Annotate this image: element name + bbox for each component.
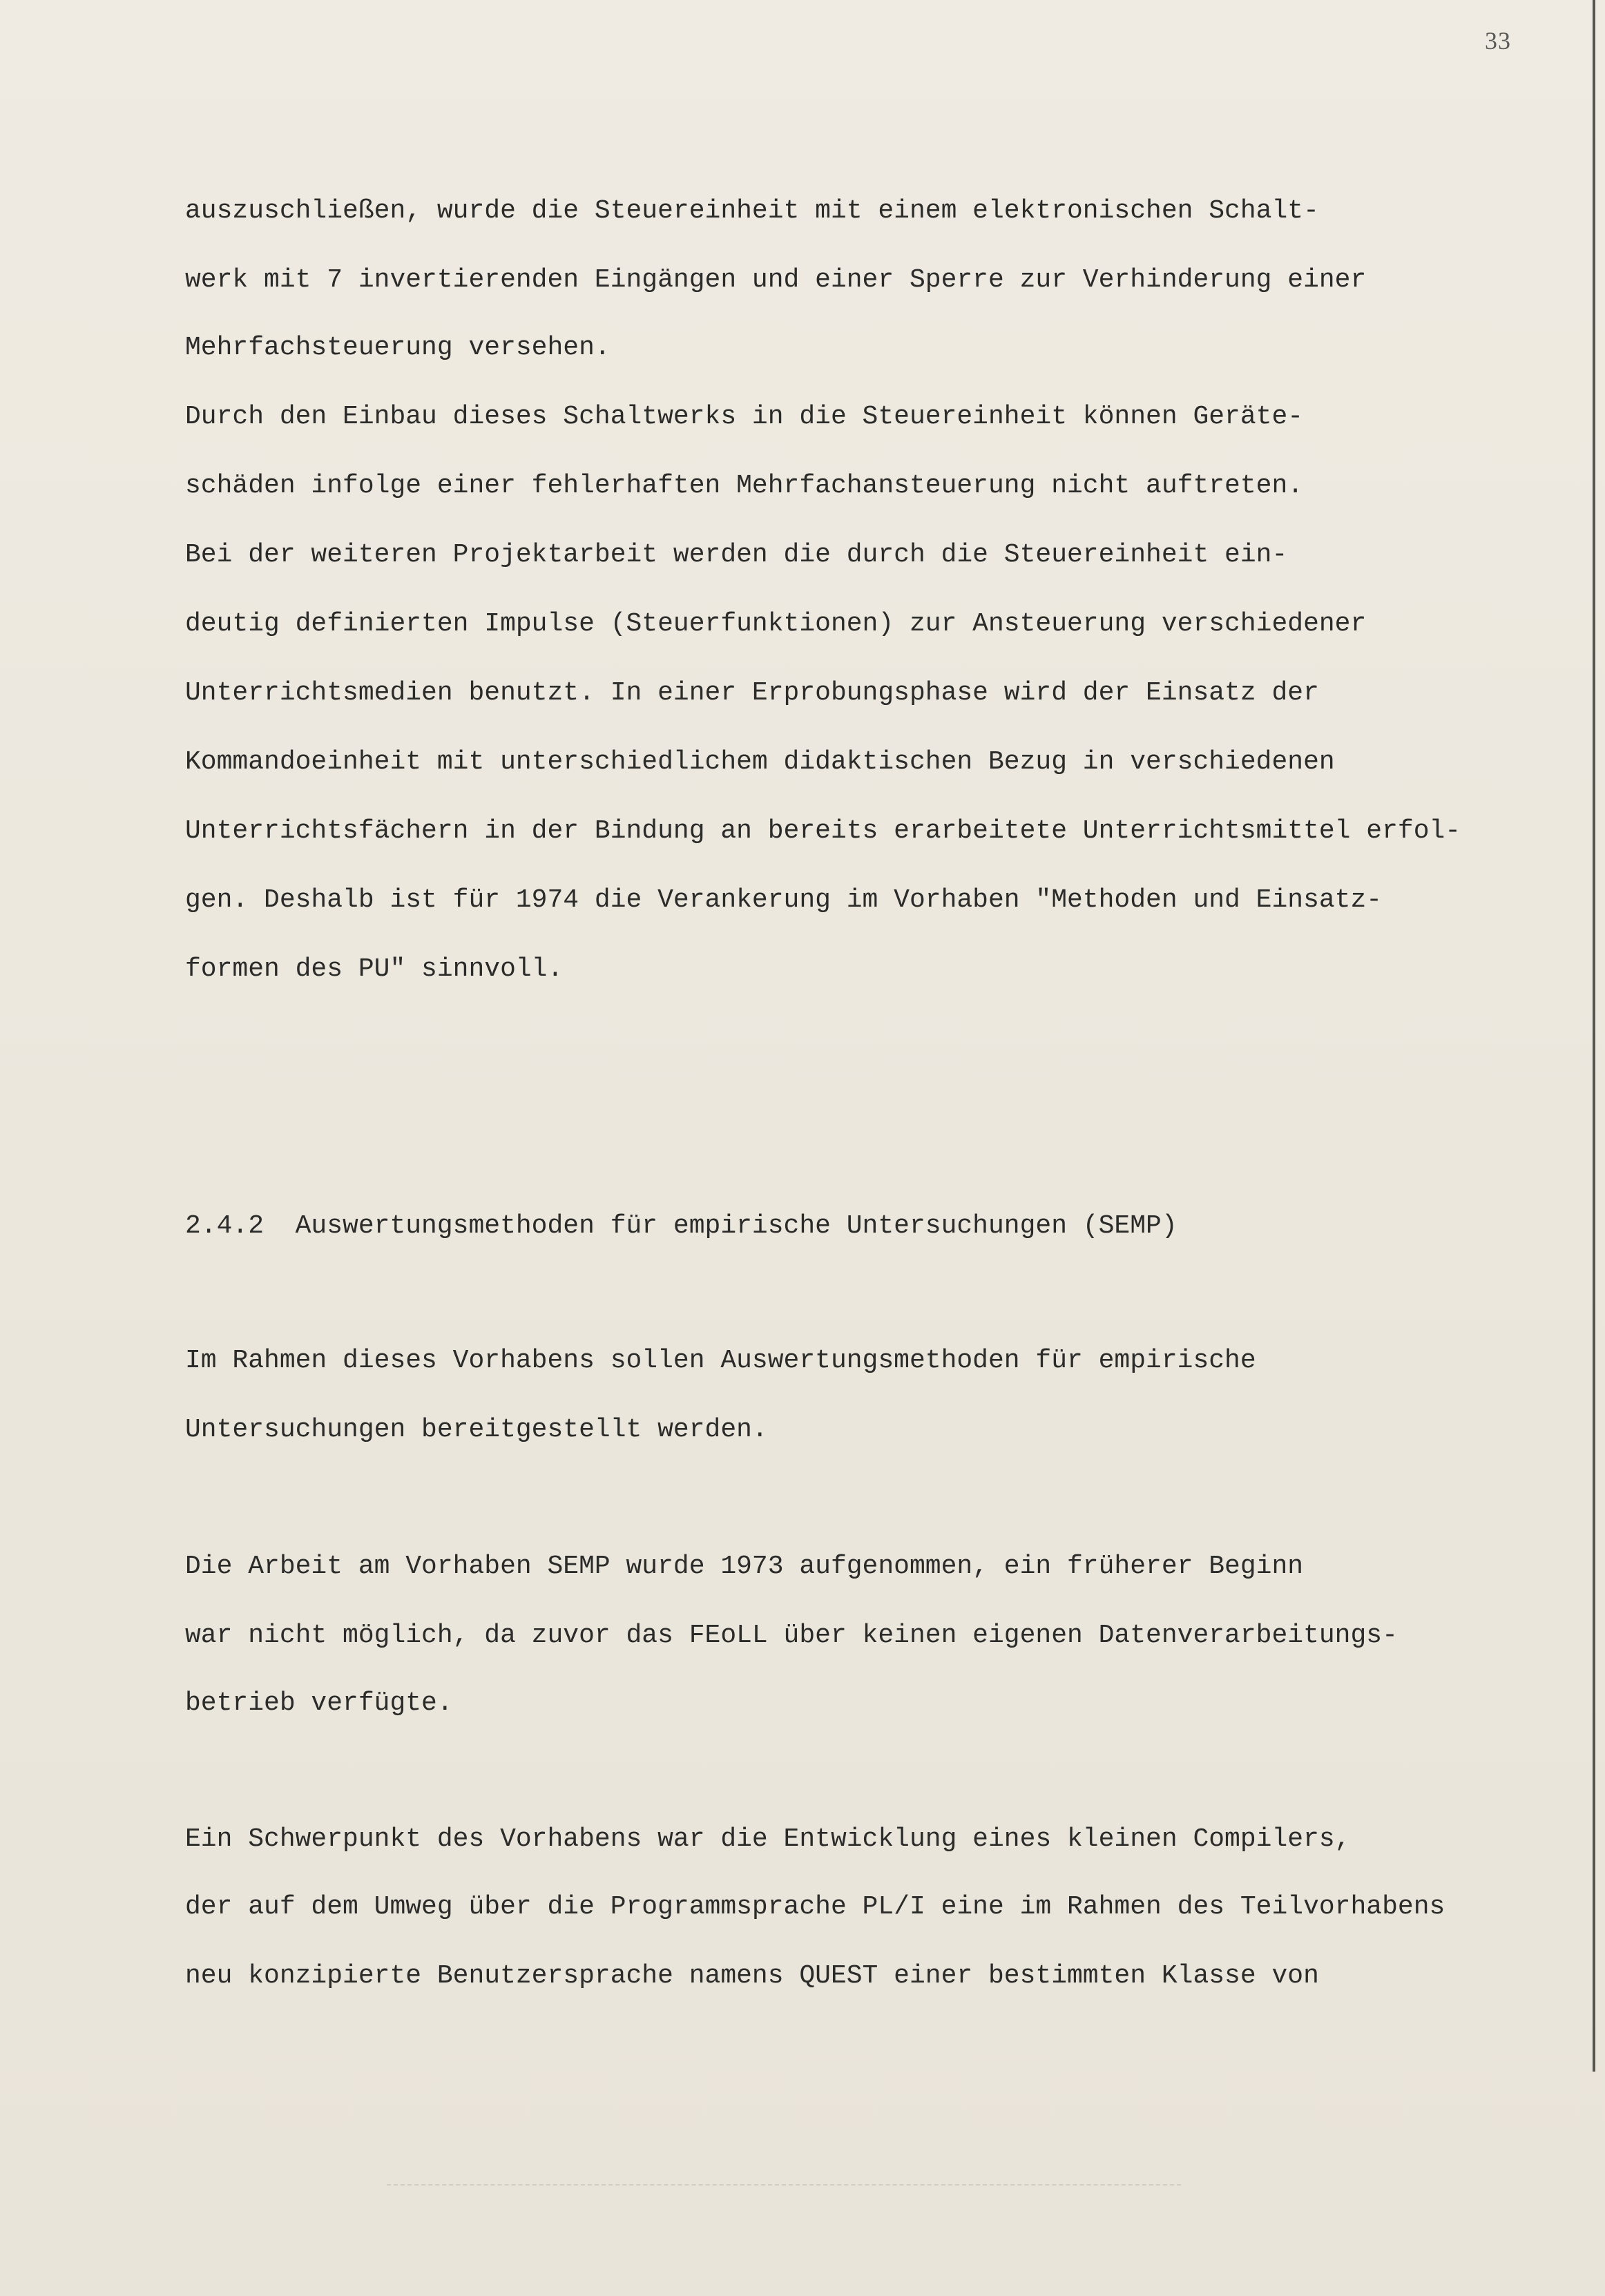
text-line: schäden infolge einer fehlerhaften Mehrfachansteuerung nicht auftreten. bbox=[185, 471, 1304, 501]
text-line: Unterrichtsmedien benutzt. In einer Erprobungsphase wird der Einsatz der bbox=[185, 678, 1319, 708]
text-line: werk mit 7 invertierenden Eingängen und einer Sperre zur Verhinderung einer bbox=[185, 265, 1367, 295]
text-line: Unterrichtsfächern in der Bindung an bereits erarbeitete Unterrichtsmittel erfol- bbox=[185, 816, 1461, 846]
text-line: Untersuchungen bereitgestellt werden. bbox=[185, 1415, 768, 1445]
text-line: Im Rahmen dieses Vorhabens sollen Auswertungsmethoden für empirische bbox=[185, 1346, 1256, 1376]
text-line: Ein Schwerpunkt des Vorhabens war die Entwicklung eines kleinen Compilers, bbox=[185, 1824, 1351, 1854]
text-line: war nicht möglich, da zuvor das FEoLL über keinen eigenen Datenverarbeitungs- bbox=[185, 1621, 1398, 1650]
text-line: betrieb verfügte. bbox=[185, 1688, 453, 1718]
faint-bottom-rule bbox=[387, 2184, 1181, 2186]
text-line: Kommandoeinheit mit unterschiedlichem didaktischen Bezug in verschiedenen bbox=[185, 747, 1335, 777]
text-line: neu konzipierte Benutzersprache namens QUEST einer bestimmten Klasse von bbox=[185, 1961, 1319, 1991]
text-line: Bei der weiteren Projektarbeit werden die durch die Steuereinheit ein- bbox=[185, 540, 1288, 570]
text-line: formen des PU" sinnvoll. bbox=[185, 954, 564, 984]
page-number: 33 bbox=[1485, 27, 1511, 55]
text-line: deutig definierten Impulse (Steuerfunktionen) zur Ansteuerung verschiedener bbox=[185, 609, 1367, 639]
text-line: Durch den Einbau dieses Schaltwerks in die Steuereinheit können Geräte- bbox=[185, 402, 1304, 432]
section-heading: 2.4.2 Auswertungsmethoden für empirische Untersuchungen (SEMP) bbox=[185, 1211, 1178, 1241]
text-line: gen. Deshalb ist für 1974 die Verankerung im Vorhaben "Methoden und Einsatz- bbox=[185, 885, 1383, 915]
text-line: der auf dem Umweg über die Programmsprache PL/I eine im Rahmen des Teilvorhabens bbox=[185, 1892, 1445, 1922]
text-line: auszuschließen, wurde die Steuereinheit mit einem elektronischen Schalt- bbox=[185, 196, 1319, 226]
text-line: Mehrfachsteuerung versehen. bbox=[185, 333, 611, 363]
page-edge-shadow bbox=[1593, 0, 1595, 2072]
text-line: Die Arbeit am Vorhaben SEMP wurde 1973 aufgenommen, ein früherer Beginn bbox=[185, 1552, 1304, 1581]
